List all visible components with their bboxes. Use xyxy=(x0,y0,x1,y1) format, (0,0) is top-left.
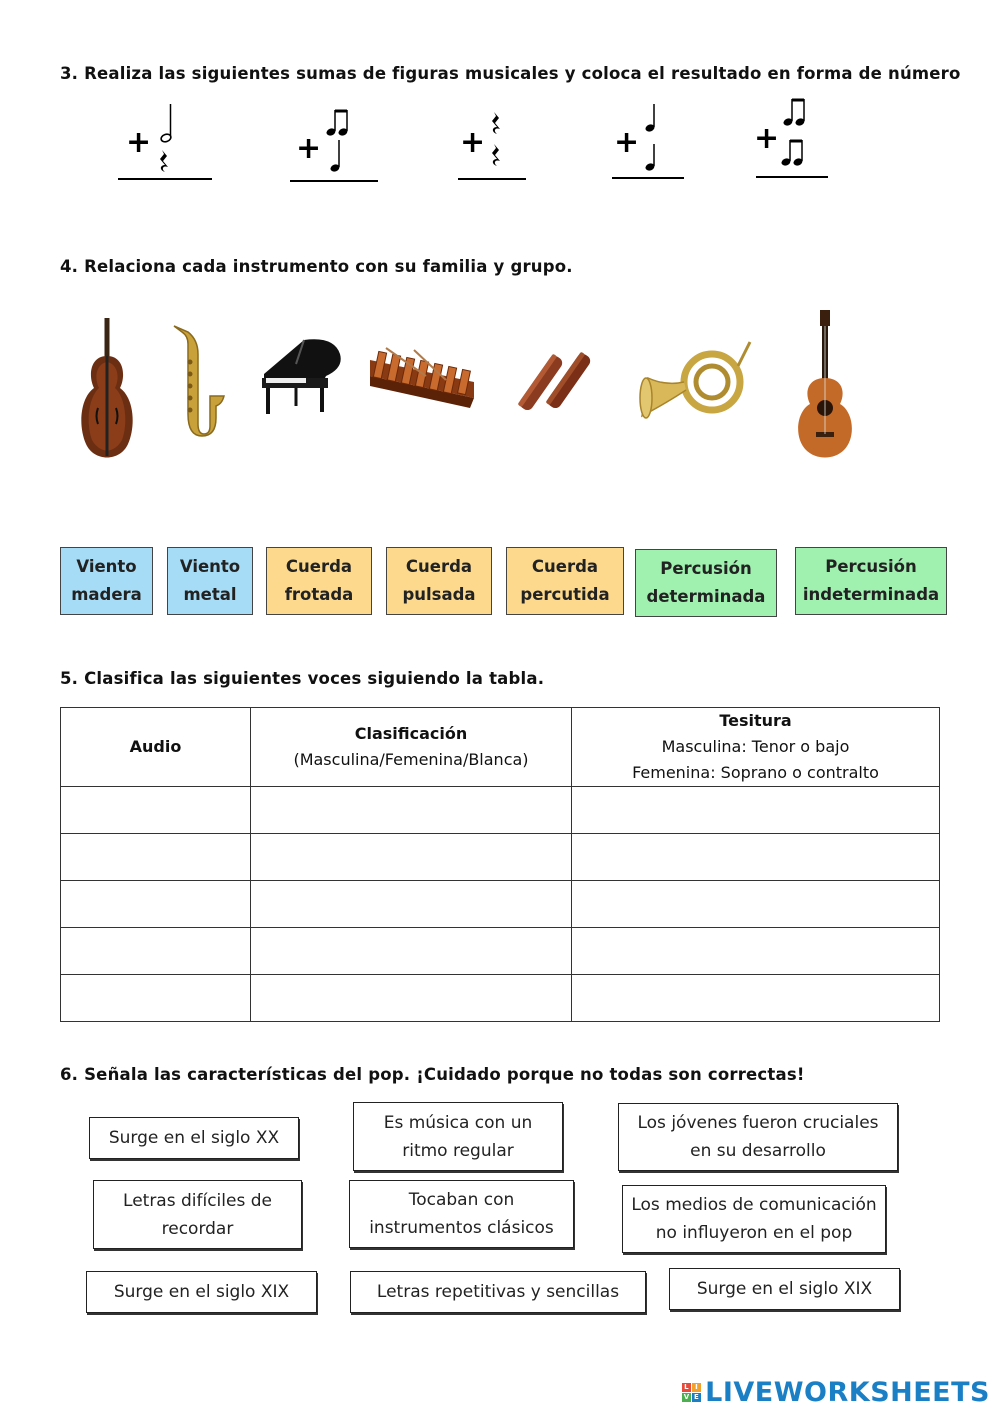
family-cuerda-pulsada[interactable] xyxy=(386,547,492,615)
plus-sign: + xyxy=(296,131,322,166)
note-sum-2 xyxy=(290,100,390,186)
pop-card-7[interactable] xyxy=(86,1271,317,1313)
xylophone-image[interactable] xyxy=(366,346,480,422)
note-sum-5 xyxy=(754,94,834,184)
family-viento-madera[interactable] xyxy=(60,547,153,615)
clasificacion-input[interactable] xyxy=(251,975,572,1022)
family-label-line2: madera xyxy=(71,585,142,604)
saxophone-image[interactable] xyxy=(166,322,226,448)
audio-cell[interactable] xyxy=(61,975,251,1022)
plus-sign: + xyxy=(460,125,486,160)
card-label-line2: no influyeron en el pop xyxy=(655,1223,853,1243)
header-clasificacion-sub: (Masculina/Femenina/Blanca) xyxy=(293,750,529,769)
table-row xyxy=(61,975,940,1022)
quarter-note-icon xyxy=(645,144,656,172)
table-row xyxy=(61,834,940,881)
pop-card-9[interactable] xyxy=(669,1268,900,1310)
mark-letter: L xyxy=(682,1383,691,1392)
pop-card-6[interactable] xyxy=(622,1185,886,1253)
claves-image[interactable] xyxy=(516,346,600,422)
header-clasificacion xyxy=(251,708,572,787)
note-sum-1 xyxy=(118,100,218,186)
mark-letter: I xyxy=(692,1383,701,1392)
family-label-line1: Cuerda xyxy=(285,557,353,576)
question-3-title: 3. Realiza las siguientes sumas de figuras musicales y coloca el resultado en forma de número xyxy=(60,64,961,83)
pop-card-3[interactable] xyxy=(618,1103,898,1171)
family-label-line2: determinada xyxy=(646,587,766,606)
card-label-line1: Los medios de comunicación xyxy=(631,1195,877,1215)
table-row xyxy=(61,928,940,975)
header-tesitura xyxy=(572,708,940,787)
voices-table xyxy=(60,707,940,1022)
family-label-line2: pulsada xyxy=(402,585,476,604)
header-tesitura-line2: Femenina: Soprano o contralto xyxy=(632,763,879,782)
quarter-note-icon xyxy=(330,140,341,173)
audio-cell[interactable] xyxy=(61,881,251,928)
card-label-line1: Letras difíciles de xyxy=(123,1190,272,1211)
table-header-row xyxy=(61,708,940,787)
liveworksheets-brand: LIVEWORKSHEETS xyxy=(705,1377,990,1408)
note-sum-3 xyxy=(458,100,538,186)
card-label-line1: Es música con un xyxy=(383,1112,533,1133)
card-label-line1: Los jóvenes fueron cruciales xyxy=(637,1113,879,1133)
plus-sign: + xyxy=(754,121,780,156)
clasificacion-input[interactable] xyxy=(251,928,572,975)
table-row xyxy=(61,881,940,928)
card-label: Letras repetitivas y sencillas xyxy=(376,1282,620,1302)
tesitura-input[interactable] xyxy=(572,787,940,834)
family-viento-metal[interactable] xyxy=(167,547,253,615)
pop-card-2[interactable] xyxy=(353,1102,563,1171)
family-cuerda-percutida[interactable] xyxy=(506,547,624,615)
tesitura-input[interactable] xyxy=(572,834,940,881)
family-label-line2: metal xyxy=(183,585,237,604)
pop-card-4[interactable] xyxy=(93,1180,302,1249)
pop-card-1[interactable] xyxy=(89,1117,299,1159)
plus-sign: + xyxy=(614,125,640,160)
card-label-line2: recordar xyxy=(161,1218,234,1239)
half-note-icon xyxy=(160,104,172,143)
family-label-line2: percutida xyxy=(520,585,610,604)
table-row xyxy=(61,787,940,834)
clasificacion-input[interactable] xyxy=(251,787,572,834)
eighth-notes-icon xyxy=(783,99,806,127)
double-bass-image[interactable] xyxy=(72,316,142,468)
card-label-line2: instrumentos clásicos xyxy=(369,1218,554,1238)
plus-sign: + xyxy=(126,125,152,160)
card-label: Surge en el siglo XIX xyxy=(113,1282,290,1302)
card-label-line2: ritmo regular xyxy=(402,1140,514,1161)
family-label-line1: Cuerda xyxy=(531,557,599,576)
tesitura-input[interactable] xyxy=(572,928,940,975)
card-label: Surge en el siglo XX xyxy=(108,1128,280,1148)
header-audio xyxy=(61,708,251,787)
liveworksheets-logo xyxy=(682,1377,990,1408)
classical-guitar-image[interactable] xyxy=(790,308,860,464)
family-label-line1: Percusión xyxy=(660,559,752,578)
french-horn-image[interactable] xyxy=(638,336,762,432)
header-audio-label: Audio xyxy=(129,737,182,756)
family-label-line1: Viento xyxy=(179,557,241,576)
eighth-notes-icon xyxy=(326,110,349,137)
eighth-notes-icon xyxy=(781,140,804,167)
liveworksheets-mark-icon xyxy=(682,1383,701,1402)
card-label-line2: en su desarrollo xyxy=(690,1141,826,1161)
family-cuerda-frotada[interactable] xyxy=(266,547,372,615)
question-6-title: 6. Señala las características del pop. ¡Cuidado porque no todas son correctas! xyxy=(60,1065,805,1084)
question-4-title: 4. Relaciona cada instrumento con su familia y grupo. xyxy=(60,257,573,276)
note-sum-4 xyxy=(612,100,692,186)
grand-piano-image[interactable] xyxy=(258,336,344,422)
header-tesitura-label: Tesitura xyxy=(719,711,792,730)
tesitura-input[interactable] xyxy=(572,975,940,1022)
family-label-line2: indeterminada xyxy=(802,585,940,604)
quarter-rest-icon xyxy=(492,144,500,166)
mark-letter: E xyxy=(694,1393,700,1401)
tesitura-input[interactable] xyxy=(572,881,940,928)
quarter-rest-icon xyxy=(160,150,168,172)
family-label-line1: Cuerda xyxy=(405,557,473,576)
family-percusion-indeterminada[interactable] xyxy=(795,547,947,615)
quarter-rest-icon xyxy=(492,112,500,134)
family-label-line2: frotada xyxy=(284,585,354,604)
quarter-note-icon xyxy=(645,104,656,133)
clasificacion-input[interactable] xyxy=(251,834,572,881)
family-percusion-determinada[interactable] xyxy=(635,549,777,617)
family-label-line1: Viento xyxy=(76,557,137,576)
audio-cell[interactable] xyxy=(61,928,251,975)
header-tesitura-line1: Masculina: Tenor o bajo xyxy=(661,737,850,756)
mark-letter: V xyxy=(683,1393,690,1401)
family-label-line1: Percusión xyxy=(825,557,917,576)
pop-card-5[interactable] xyxy=(349,1180,574,1248)
card-label: Surge en el siglo XIX xyxy=(696,1279,873,1299)
audio-cell[interactable] xyxy=(61,787,251,834)
header-clasificacion-label: Clasificación xyxy=(354,724,468,743)
card-label-line1: Tocaban con xyxy=(408,1190,515,1210)
question-5-title: 5. Clasifica las siguientes voces siguiendo la tabla. xyxy=(60,669,545,688)
clasificacion-input[interactable] xyxy=(251,881,572,928)
pop-card-8[interactable] xyxy=(350,1271,646,1313)
audio-cell[interactable] xyxy=(61,834,251,881)
